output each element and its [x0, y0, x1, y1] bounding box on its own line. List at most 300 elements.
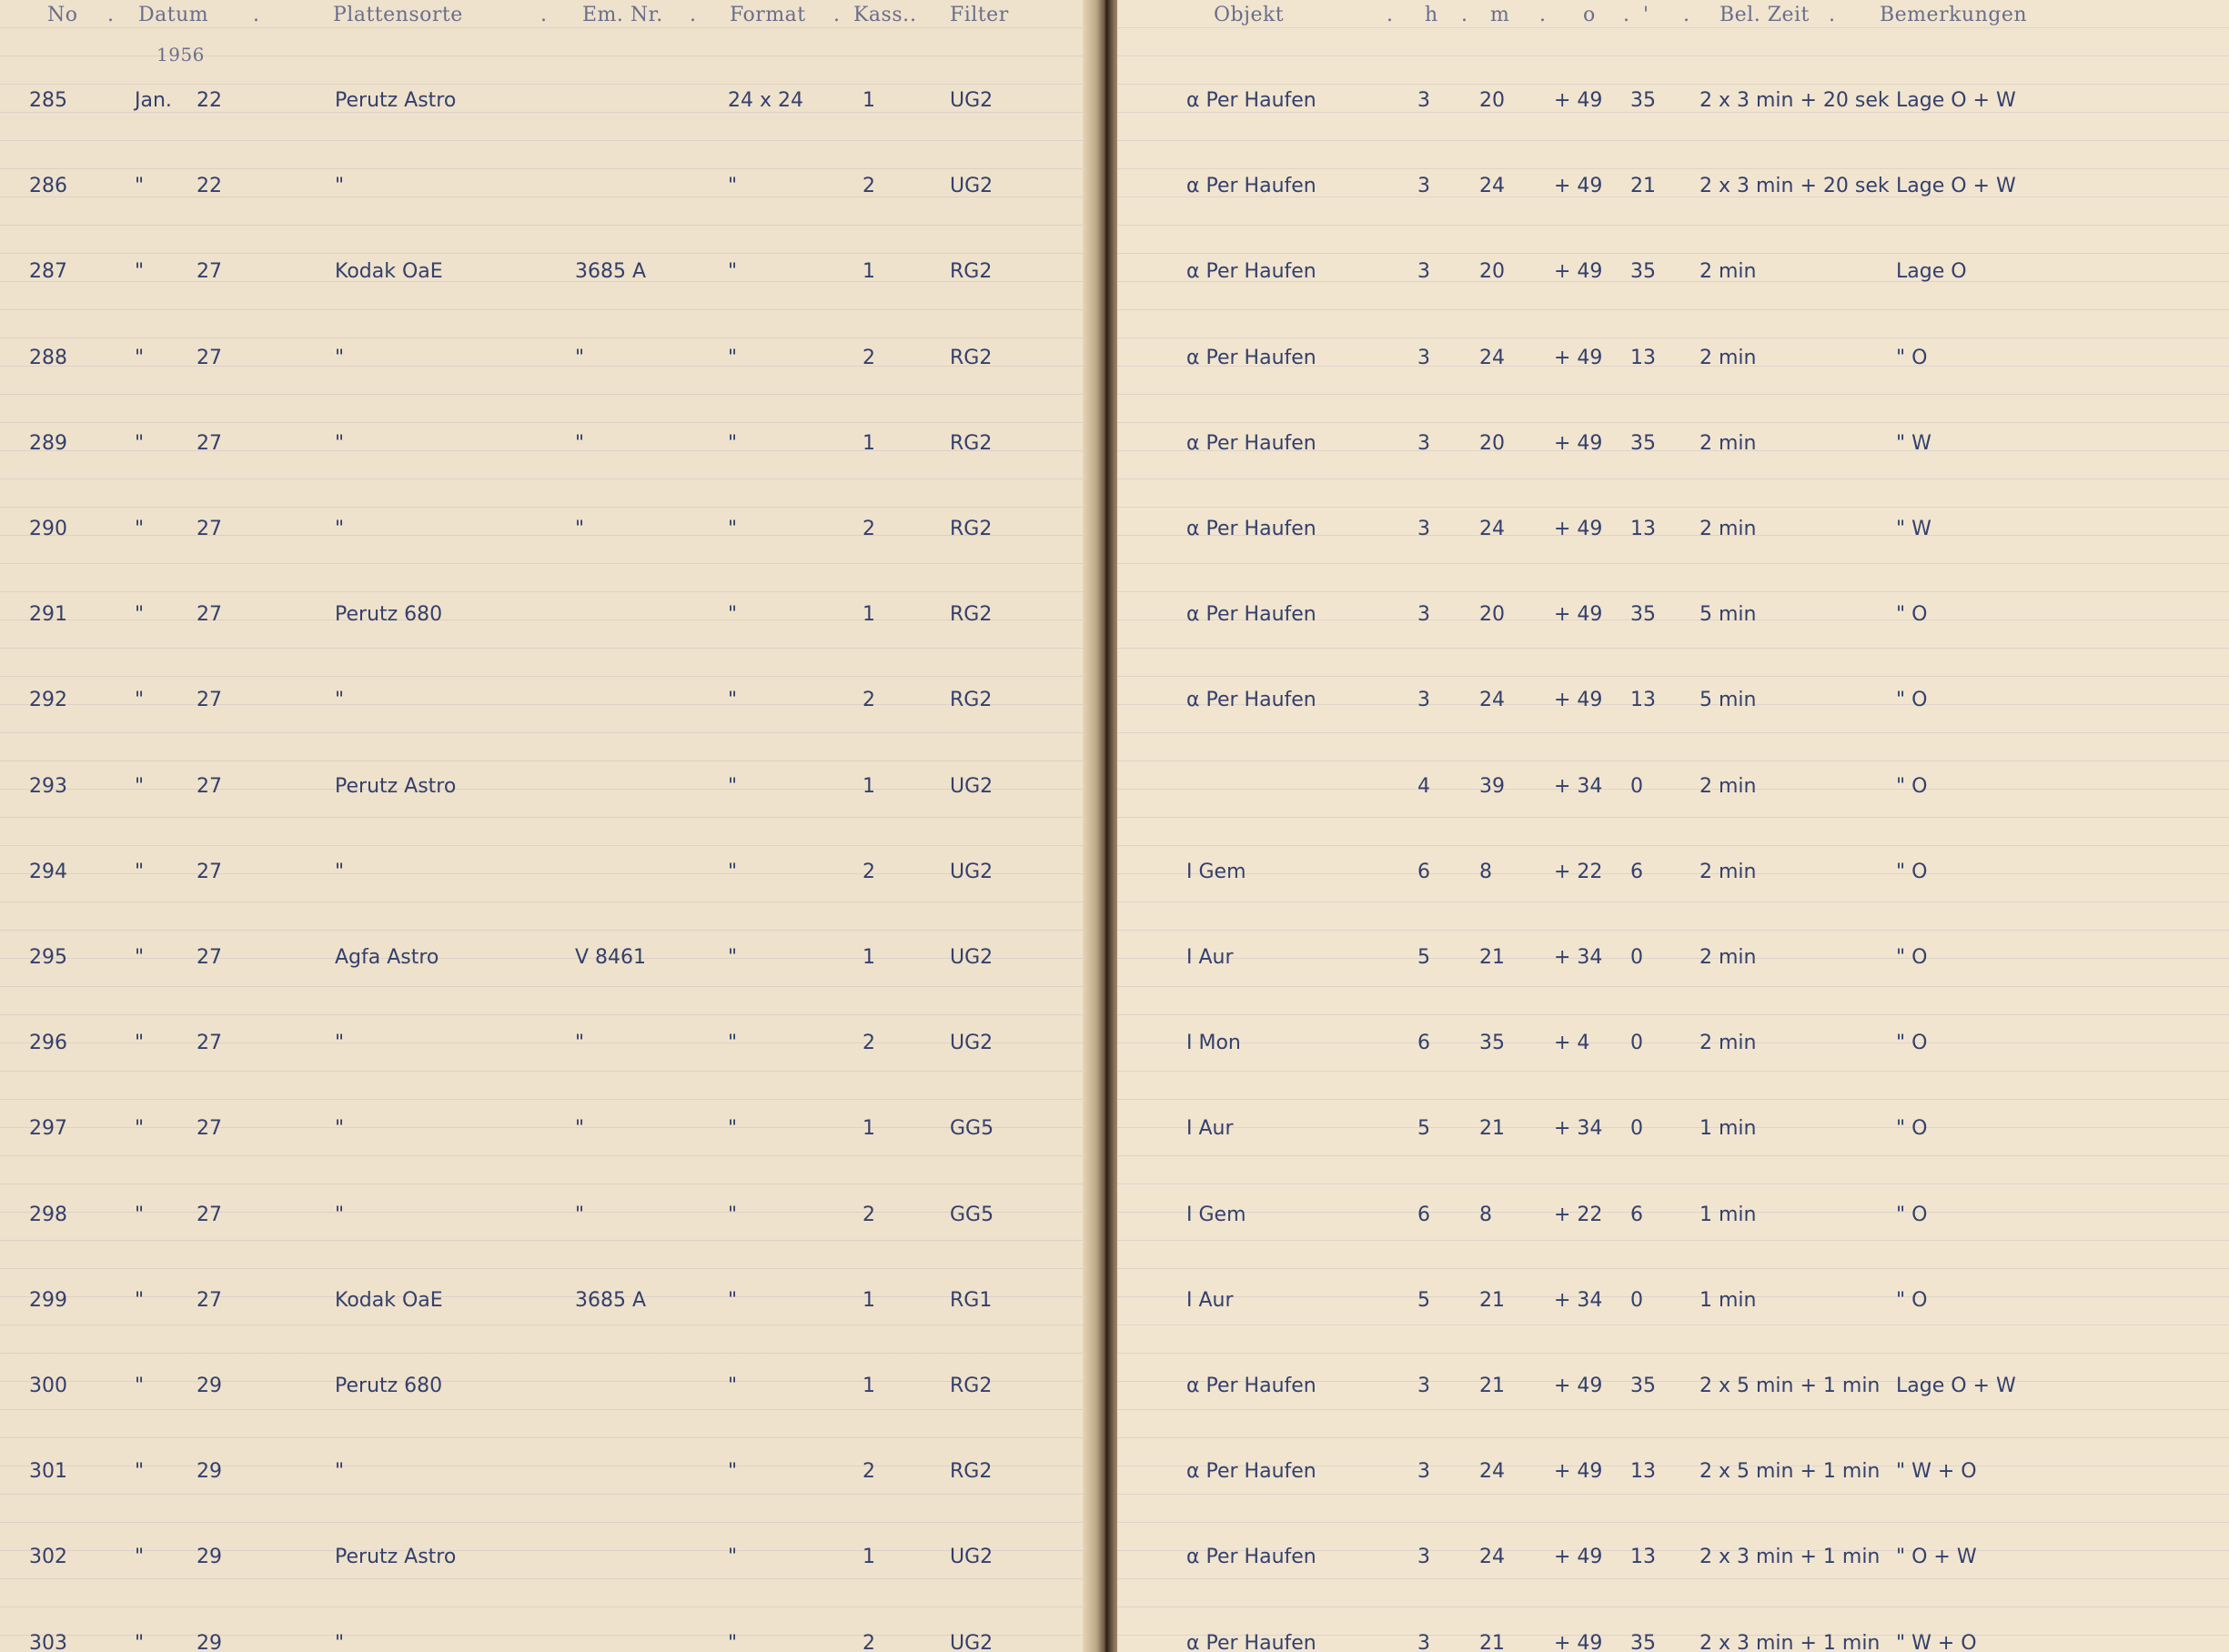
row-emulsion: V 8461: [575, 946, 647, 969]
row-declination: + 49: [1554, 1375, 1603, 1397]
row-day: 29: [197, 1375, 222, 1397]
header-m: m: [1490, 4, 1510, 26]
row-format: ": [728, 1204, 738, 1226]
row-objekt: I Aur: [1186, 946, 1234, 969]
row-no: 301: [29, 1460, 67, 1483]
row-month: ": [135, 175, 145, 197]
row-hour: 3: [1417, 260, 1430, 283]
row-objekt: α Per Haufen: [1186, 518, 1316, 540]
row-exposure: 2 x 3 min + 1 min: [1699, 1546, 1881, 1568]
row-day: 27: [197, 775, 222, 798]
row-plate: Agfa Astro: [335, 946, 439, 969]
header-separator: .: [1829, 4, 1835, 26]
row-minute: 20: [1479, 432, 1505, 455]
header-separator: .: [690, 4, 696, 26]
row-hour: 3: [1417, 689, 1430, 711]
row-minute: 21: [1479, 1375, 1505, 1397]
header-bel-zeit: Bel. Zeit: [1720, 4, 1810, 26]
row-objekt: α Per Haufen: [1186, 89, 1316, 112]
row-filter: RG2: [950, 689, 993, 711]
row-plate: ": [335, 1204, 345, 1226]
row-hour: 6: [1417, 861, 1430, 883]
row-no: 289: [29, 432, 67, 455]
row-minute: 24: [1479, 175, 1505, 197]
row-month: ": [135, 432, 145, 455]
row-no: 297: [29, 1117, 67, 1140]
row-no: 290: [29, 518, 67, 540]
row-emulsion: ": [575, 1204, 585, 1226]
row-filter: RG2: [950, 1375, 993, 1397]
row-kass: 1: [862, 946, 875, 969]
row-kass: 1: [862, 1117, 875, 1140]
row-plate: ": [335, 1460, 345, 1483]
header-separator: .: [107, 4, 114, 26]
row-objekt: I Aur: [1186, 1289, 1234, 1312]
row-format: ": [728, 1289, 738, 1312]
row-day: 27: [197, 347, 222, 369]
row-hour: 3: [1417, 603, 1430, 626]
row-plate: ": [335, 861, 345, 883]
row-day: 27: [197, 1117, 222, 1140]
row-declination: + 49: [1554, 1460, 1603, 1483]
row-emulsion: ": [575, 1117, 585, 1140]
row-day: 27: [197, 518, 222, 540]
row-objekt: I Aur: [1186, 1117, 1234, 1140]
row-month: ": [135, 1632, 145, 1652]
header-separator: .: [1623, 4, 1629, 26]
row-exposure: 5 min: [1699, 689, 1757, 711]
row-month: ": [135, 861, 145, 883]
row-exposure: 2 min: [1699, 518, 1757, 540]
row-day: 29: [197, 1460, 222, 1483]
row-filter: RG2: [950, 260, 993, 283]
row-filter: UG2: [950, 861, 993, 883]
row-objekt: α Per Haufen: [1186, 260, 1316, 283]
header-deg: o: [1583, 4, 1596, 26]
row-declination: + 49: [1554, 432, 1603, 455]
header-kass: Kass.: [853, 4, 910, 26]
row-emulsion: 3685 A: [575, 260, 647, 283]
row-exposure: 2 x 5 min + 1 min: [1699, 1460, 1881, 1483]
row-plate: Kodak OaE: [335, 260, 443, 283]
row-declination: + 34: [1554, 946, 1603, 969]
row-format: ": [728, 347, 738, 369]
row-hour: 6: [1417, 1032, 1430, 1054]
row-minute: 8: [1479, 861, 1492, 883]
row-remarks: " O: [1896, 1117, 1928, 1140]
row-kass: 2: [862, 861, 875, 883]
header-separator: .: [1387, 4, 1393, 26]
row-no: 286: [29, 175, 67, 197]
row-objekt: I Gem: [1186, 1204, 1246, 1226]
row-no: 293: [29, 775, 67, 798]
row-kass: 2: [862, 347, 875, 369]
row-month: ": [135, 518, 145, 540]
row-kass: 2: [862, 1460, 875, 1483]
row-declination: + 34: [1554, 775, 1603, 798]
row-emulsion: ": [575, 518, 585, 540]
row-month: ": [135, 1117, 145, 1140]
row-filter: RG2: [950, 603, 993, 626]
row-exposure: 2 x 5 min + 1 min: [1699, 1375, 1881, 1397]
row-exposure: 1 min: [1699, 1289, 1757, 1312]
row-remarks: " O: [1896, 1204, 1928, 1226]
row-day: 27: [197, 603, 222, 626]
row-month: Jan.: [135, 89, 172, 112]
row-plate: ": [335, 518, 345, 540]
row-kass: 1: [862, 89, 875, 112]
header-separator: .: [253, 4, 259, 26]
header-separator: .: [833, 4, 840, 26]
row-day: 27: [197, 1204, 222, 1226]
row-exposure: 2 min: [1699, 432, 1757, 455]
row-exposure: 2 x 3 min + 1 min: [1699, 1632, 1881, 1652]
row-format: ": [728, 432, 738, 455]
row-arcmin: 6: [1630, 861, 1643, 883]
row-objekt: α Per Haufen: [1186, 1375, 1316, 1397]
row-month: ": [135, 1375, 145, 1397]
row-exposure: 2 min: [1699, 775, 1757, 798]
row-declination: + 4: [1554, 1032, 1590, 1054]
row-no: 298: [29, 1204, 67, 1226]
row-declination: + 34: [1554, 1117, 1603, 1140]
row-plate: Perutz 680: [335, 1375, 443, 1397]
row-declination: + 49: [1554, 175, 1603, 197]
row-kass: 1: [862, 432, 875, 455]
header-separator: .: [1683, 4, 1689, 26]
row-minute: 24: [1479, 347, 1505, 369]
row-no: 303: [29, 1632, 67, 1652]
row-arcmin: 0: [1630, 775, 1643, 798]
row-format: ": [728, 1460, 738, 1483]
row-objekt: α Per Haufen: [1186, 689, 1316, 711]
row-format: ": [728, 1117, 738, 1140]
row-format: ": [728, 775, 738, 798]
row-month: ": [135, 603, 145, 626]
row-remarks: " O: [1896, 775, 1928, 798]
row-hour: 3: [1417, 1460, 1430, 1483]
row-exposure: 1 min: [1699, 1117, 1757, 1140]
row-hour: 5: [1417, 946, 1430, 969]
row-format: ": [728, 603, 738, 626]
row-format: ": [728, 518, 738, 540]
header-bemerkungen: Bemerkungen: [1880, 4, 2028, 26]
row-day: 27: [197, 260, 222, 283]
row-kass: 1: [862, 1546, 875, 1568]
row-minute: 24: [1479, 1460, 1505, 1483]
row-remarks: " W: [1896, 518, 1931, 540]
row-minute: 21: [1479, 1117, 1505, 1140]
header-separator: .: [910, 4, 916, 26]
row-minute: 20: [1479, 603, 1505, 626]
row-objekt: α Per Haufen: [1186, 347, 1316, 369]
row-remarks: Lage O: [1896, 260, 1967, 283]
row-remarks: Lage O + W: [1896, 175, 2016, 197]
row-exposure: 2 min: [1699, 861, 1757, 883]
row-objekt: α Per Haufen: [1186, 1546, 1316, 1568]
row-format: ": [728, 689, 738, 711]
row-month: ": [135, 946, 145, 969]
header-separator: .: [1461, 4, 1468, 26]
row-objekt: I Gem: [1186, 861, 1246, 883]
row-minute: 35: [1479, 1032, 1505, 1054]
row-arcmin: 21: [1630, 175, 1656, 197]
row-minute: 24: [1479, 1546, 1505, 1568]
row-plate: ": [335, 347, 345, 369]
row-emulsion: 3685 A: [575, 1289, 647, 1312]
row-filter: UG2: [950, 89, 993, 112]
row-hour: 3: [1417, 89, 1430, 112]
row-remarks: " O + W: [1896, 1546, 1977, 1568]
header-arcmin: ': [1643, 4, 1649, 26]
header-format: Format: [730, 4, 806, 26]
row-plate: Perutz Astro: [335, 89, 457, 112]
row-arcmin: 35: [1630, 1632, 1656, 1652]
row-no: 300: [29, 1375, 67, 1397]
row-hour: 3: [1417, 1632, 1430, 1652]
row-exposure: 2 min: [1699, 1032, 1757, 1054]
row-filter: RG2: [950, 1460, 993, 1483]
row-no: 285: [29, 89, 67, 112]
row-emulsion: ": [575, 347, 585, 369]
row-arcmin: 35: [1630, 89, 1656, 112]
row-format: ": [728, 946, 738, 969]
row-hour: 3: [1417, 347, 1430, 369]
row-emulsion: ": [575, 432, 585, 455]
row-filter: RG1: [950, 1289, 993, 1312]
row-minute: 24: [1479, 518, 1505, 540]
row-arcmin: 6: [1630, 1204, 1643, 1226]
row-format: ": [728, 260, 738, 283]
row-arcmin: 35: [1630, 1375, 1656, 1397]
row-hour: 3: [1417, 432, 1430, 455]
row-arcmin: 13: [1630, 689, 1656, 711]
row-remarks: " O: [1896, 1289, 1928, 1312]
row-arcmin: 0: [1630, 1117, 1643, 1140]
row-no: 295: [29, 946, 67, 969]
row-arcmin: 13: [1630, 1460, 1656, 1483]
row-kass: 1: [862, 603, 875, 626]
header-em-nr: Em. Nr.: [582, 4, 663, 26]
row-kass: 1: [862, 260, 875, 283]
row-plate: ": [335, 432, 345, 455]
row-remarks: " O: [1896, 347, 1928, 369]
row-exposure: 5 min: [1699, 603, 1757, 626]
row-kass: 1: [862, 775, 875, 798]
row-declination: + 49: [1554, 1546, 1603, 1568]
row-month: ": [135, 1289, 145, 1312]
row-minute: 8: [1479, 1204, 1492, 1226]
row-filter: GG5: [950, 1204, 994, 1226]
right-page: [1117, 0, 2229, 1652]
row-hour: 5: [1417, 1117, 1430, 1140]
row-no: 302: [29, 1546, 67, 1568]
row-minute: 20: [1479, 89, 1505, 112]
row-no: 292: [29, 689, 67, 711]
row-hour: 4: [1417, 775, 1430, 798]
row-declination: + 49: [1554, 1632, 1603, 1652]
row-objekt: α Per Haufen: [1186, 432, 1316, 455]
row-filter: GG5: [950, 1117, 994, 1140]
row-minute: 21: [1479, 1632, 1505, 1652]
row-arcmin: 13: [1630, 1546, 1656, 1568]
row-plate: ": [335, 689, 345, 711]
row-kass: 1: [862, 1375, 875, 1397]
row-day: 22: [197, 175, 222, 197]
row-kass: 1: [862, 1289, 875, 1312]
row-minute: 24: [1479, 689, 1505, 711]
row-objekt: α Per Haufen: [1186, 1460, 1316, 1483]
row-month: ": [135, 347, 145, 369]
row-exposure: 2 x 3 min + 20 sek: [1699, 89, 1890, 112]
row-remarks: " W + O: [1896, 1632, 1977, 1652]
row-day: 22: [197, 89, 222, 112]
row-plate: ": [335, 1632, 345, 1652]
row-filter: UG2: [950, 1632, 993, 1652]
header-year: 1956: [156, 44, 205, 65]
row-month: ": [135, 1460, 145, 1483]
header-separator: .: [540, 4, 547, 26]
row-month: ": [135, 260, 145, 283]
row-month: ": [135, 1546, 145, 1568]
row-no: 299: [29, 1289, 67, 1312]
row-remarks: " W + O: [1896, 1460, 1977, 1483]
row-filter: UG2: [950, 775, 993, 798]
row-no: 287: [29, 260, 67, 283]
row-exposure: 2 min: [1699, 946, 1757, 969]
row-arcmin: 0: [1630, 1032, 1643, 1054]
row-declination: + 49: [1554, 347, 1603, 369]
row-plate: Perutz Astro: [335, 1546, 457, 1568]
row-declination: + 34: [1554, 1289, 1603, 1312]
row-format: ": [728, 1375, 738, 1397]
row-month: ": [135, 1032, 145, 1054]
header-objekt: Objekt: [1214, 4, 1285, 26]
row-arcmin: 35: [1630, 603, 1656, 626]
row-hour: 3: [1417, 175, 1430, 197]
row-kass: 2: [862, 1204, 875, 1226]
row-objekt: α Per Haufen: [1186, 175, 1316, 197]
row-filter: UG2: [950, 175, 993, 197]
row-minute: 20: [1479, 260, 1505, 283]
row-format: ": [728, 1546, 738, 1568]
header-no: No: [47, 4, 78, 26]
row-no: 288: [29, 347, 67, 369]
header-datum: Datum: [138, 4, 209, 26]
row-no: 296: [29, 1032, 67, 1054]
row-declination: + 49: [1554, 89, 1603, 112]
row-exposure: 1 min: [1699, 1204, 1757, 1226]
row-kass: 2: [862, 518, 875, 540]
row-format: ": [728, 861, 738, 883]
row-kass: 2: [862, 1032, 875, 1054]
row-filter: UG2: [950, 1546, 993, 1568]
row-remarks: " O: [1896, 1032, 1928, 1054]
row-declination: + 49: [1554, 603, 1603, 626]
row-arcmin: 0: [1630, 1289, 1643, 1312]
row-arcmin: 13: [1630, 518, 1656, 540]
row-objekt: α Per Haufen: [1186, 603, 1316, 626]
row-hour: 3: [1417, 518, 1430, 540]
header-separator: .: [1539, 4, 1546, 26]
row-kass: 2: [862, 689, 875, 711]
left-page: [0, 0, 1096, 1652]
row-exposure: 2 min: [1699, 260, 1757, 283]
row-plate: Kodak OaE: [335, 1289, 443, 1312]
row-remarks: " O: [1896, 603, 1928, 626]
row-day: 27: [197, 946, 222, 969]
row-remarks: Lage O + W: [1896, 1375, 2016, 1397]
row-filter: RG2: [950, 347, 993, 369]
row-declination: + 22: [1554, 861, 1603, 883]
row-month: ": [135, 689, 145, 711]
row-plate: ": [335, 1117, 345, 1140]
row-exposure: 2 min: [1699, 347, 1757, 369]
row-format: ": [728, 1632, 738, 1652]
header-plattensorte: Plattensorte: [333, 4, 463, 26]
row-hour: 3: [1417, 1375, 1430, 1397]
row-day: 29: [197, 1546, 222, 1568]
row-day: 27: [197, 861, 222, 883]
row-day: 27: [197, 1032, 222, 1054]
row-remarks: " O: [1896, 946, 1928, 969]
row-day: 27: [197, 689, 222, 711]
row-hour: 6: [1417, 1204, 1430, 1226]
row-month: ": [135, 775, 145, 798]
row-objekt: α Per Haufen: [1186, 1632, 1316, 1652]
row-plate: Perutz 680: [335, 603, 443, 626]
row-month: ": [135, 1204, 145, 1226]
row-hour: 3: [1417, 1546, 1430, 1568]
row-remarks: Lage O + W: [1896, 89, 2016, 112]
header-h: h: [1425, 4, 1438, 26]
row-format: 24 x 24: [728, 89, 803, 112]
row-remarks: " O: [1896, 689, 1928, 711]
row-arcmin: 0: [1630, 946, 1643, 969]
row-format: ": [728, 1032, 738, 1054]
row-emulsion: ": [575, 1032, 585, 1054]
row-remarks: " O: [1896, 861, 1928, 883]
row-no: 291: [29, 603, 67, 626]
row-plate: ": [335, 1032, 345, 1054]
row-format: ": [728, 175, 738, 197]
row-day: 27: [197, 432, 222, 455]
row-filter: UG2: [950, 1032, 993, 1054]
row-declination: + 49: [1554, 518, 1603, 540]
row-declination: + 22: [1554, 1204, 1603, 1226]
row-declination: + 49: [1554, 689, 1603, 711]
row-hour: 5: [1417, 1289, 1430, 1312]
row-minute: 21: [1479, 946, 1505, 969]
row-filter: UG2: [950, 946, 993, 969]
row-exposure: 2 x 3 min + 20 sek: [1699, 175, 1890, 197]
row-kass: 2: [862, 175, 875, 197]
row-day: 27: [197, 1289, 222, 1312]
row-kass: 2: [862, 1632, 875, 1652]
row-arcmin: 13: [1630, 347, 1656, 369]
row-plate: ": [335, 175, 345, 197]
row-minute: 39: [1479, 775, 1505, 798]
row-plate: Perutz Astro: [335, 775, 457, 798]
row-objekt: I Mon: [1186, 1032, 1241, 1054]
row-filter: RG2: [950, 518, 993, 540]
row-filter: RG2: [950, 432, 993, 455]
row-remarks: " W: [1896, 432, 1931, 455]
row-day: 29: [197, 1632, 222, 1652]
row-no: 294: [29, 861, 67, 883]
row-arcmin: 35: [1630, 260, 1656, 283]
row-declination: + 49: [1554, 260, 1603, 283]
